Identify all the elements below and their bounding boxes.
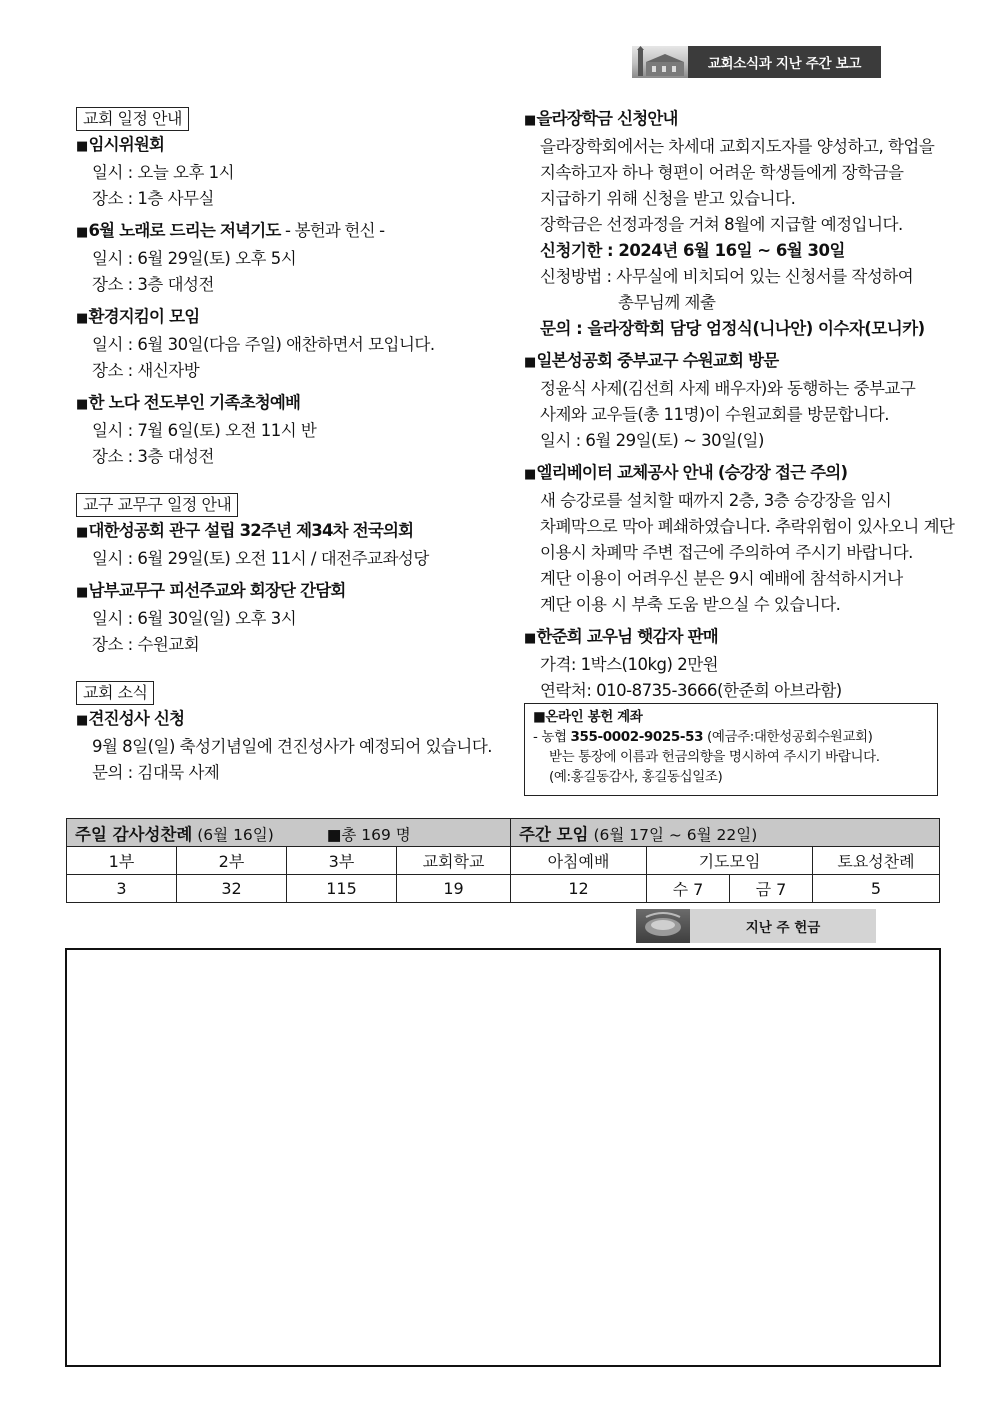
item-line: 차폐막으로 막아 폐쇄하였습니다. 추락위험이 있사오니 계단 [540,517,955,536]
item-line: 계단 이용이 어려우신 분은 9시 예배에 참석하시거나 [540,569,903,588]
sunday-title: 주일 감사성찬례 [75,824,193,844]
item-line: 장소 : 1층 사무실 [92,189,214,208]
offering-list-box [65,948,941,1367]
attendance-table [66,818,940,903]
item-line: 새 승강로를 설치할 때까지 2층, 3층 승강장을 임시 [540,491,892,510]
method-line: 총무님께 제출 [618,293,716,312]
table-header-cell: 교회학교 [397,847,511,875]
offering-image [636,909,690,943]
item-title: 대한성공회 관구 설립 32주년 제34차 전국의회 [88,521,414,540]
table-value-cell: 32 [177,875,287,903]
schedule-item: ■환경지킴이 모임 일시 : 6월 30일(다음 주일) 애찬하면서 모입니다. 장소 : 새신자방 [76,304,506,384]
offering-banner-title: 지난 주 헌금 [690,909,876,943]
table-value-cell: 115 [287,875,397,903]
news-heading: 교회 소식 [76,681,154,705]
item-line: 연락처: 010-8735-3666(한준희 아브라함) [540,681,842,700]
offering-note: 받는 통장에 이름과 헌금의향을 명시하여 주시기 바랍니다. [549,749,880,765]
item-title: 한준희 교우님 햇감자 판매 [536,627,718,646]
item-title: 엘리베이터 교체공사 안내 (승강장 접근 주의) [536,463,848,482]
item-line: 사제와 교우들(총 11명)이 수원교회를 방문합니다. [540,405,889,424]
total-count: ■총 169 명 [326,825,411,844]
potato-section: ■한준희 교우님 햇감자 판매 가격: 1박스(10kg) 2만원 연락처: 010-8735-3666(한준희 아브라함) [524,624,944,704]
table-value-cell: 19 [397,875,511,903]
item-line: 가격: 1박스(10kg) 2만원 [540,655,719,674]
method-line: 신청방법 : 사무실에 비치되어 있는 신청서를 작성하여 [540,267,914,286]
item-line: 일시 : 오늘 오후 1시 [92,163,235,182]
table-header-cell: 기도모임 [647,847,813,875]
news-item: ■견진성사 신청 9월 8일(일) 축성기념일에 견진성사가 예정되어 있습니다. 문의 : 김대묵 사제 [76,706,506,786]
schedule-item: ■6월 노래로 드리는 저녁기도 - 봉헌과 헌신 - 일시 : 6월 29일(토) 오후 5시 장소 : 3층 대성전 [76,218,506,298]
table-header-cell: 3부 [287,847,397,875]
week-date: (6월 17일 ~ 6월 22일) [588,825,758,844]
item-title: 임시위원회 [88,135,165,154]
item-line: 9월 8일(일) 축성기념일에 견진성사가 예정되어 있습니다. [92,737,492,756]
item-line: 지속하고자 하나 형편이 어려운 학생들에게 장학금을 [540,163,904,182]
account-number: 355-0002-9025-53 [570,729,704,745]
church-image [632,46,688,78]
item-line: 일시 : 7월 6일(토) 오전 11시 반 [92,421,317,440]
item-line: 정윤식 사제(김선희 사제 배우자)와 동행하는 중부교구 [540,379,916,398]
table-header-cell: 1부 [67,847,177,875]
item-title: 6월 노래로 드리는 저녁기도 [88,221,281,240]
item-title: 남부교무구 피선주교와 회장단 간담회 [88,581,346,600]
bank-name: - 농협 [533,729,571,745]
online-offering-box: ■온라인 봉헌 계좌 - 농협 355-0002-9025-53 (예금주:대한성공회수원교회) 받는 통장에 이름과 헌금의향을 명시하여 주시기 바랍니다. (예:홍길동감사, 홍길동십일조) [524,703,938,796]
item-subtitle: - 봉헌과 헌신 - [280,221,385,240]
item-line: 문의 : 김대묵 사제 [92,763,220,782]
left-column [76,106,506,786]
week-header [511,819,940,847]
item-title: 한 노다 전도부인 기족초청예배 [88,393,301,412]
schedule-heading: 교회 일정 안내 [76,107,189,131]
table-value-cell: 3 [67,875,177,903]
diocese-item: ■남부교무구 피선주교와 회장단 간담회 일시 : 6월 30일(일) 오후 3시 장소 : 수원교회 [76,578,506,658]
offering-title: 온라인 봉헌 계좌 [545,709,643,725]
table-value-cell: 수 7 [647,875,730,903]
item-line: 일시 : 6월 29일(토) 오후 5시 [92,249,297,268]
table-header-cell: 토요성찬례 [813,847,940,875]
item-line: 일시 : 6월 30일(일) 오후 3시 [92,609,297,628]
offering-banner [636,909,876,943]
table-value-cell: 5 [813,875,940,903]
item-line: 일시 : 6월 29일(토) ~ 30일(일) [540,431,764,450]
week-title: 주간 모임 [519,824,589,844]
table-header-cell: 아침예배 [511,847,647,875]
sunday-header [67,819,511,847]
item-title: 일본성공회 중부교구 수원교회 방문 [536,351,779,370]
table-header-cell: 2부 [177,847,287,875]
diocese-item: ■대한성공회 관구 설립 32주년 제34차 전국의회 일시 : 6월 29일(토) 오전 11시 / 대전주교좌성당 [76,518,506,572]
schedule-item: ■한 노다 전도부인 기족초청예배 일시 : 7월 6일(토) 오전 11시 반 장소 : 3층 대성전 [76,390,506,470]
item-line: 이용시 차폐막 주변 접근에 주의하여 주시기 바랍니다. [540,543,913,562]
table-value-cell: 금 7 [730,875,813,903]
item-line: 장소 : 3층 대성전 [92,275,214,294]
scholarship-section: ■을라장학금 신청안내 을라장학회에서는 차세대 교회지도자를 양성하고, 학업을 지속하고자 하나 형편이 어려운 학생들에게 장학금을 지급하기 위해 신청을 받고 있습니다. 장학금은 선정과정을 거쳐 8월에 지급할 예정입니다. 신청기한 : 2024년 6월 16일 ~ 6월 30일 신청방법 : 사무실에 비치되어 있는 신청서를 작성하여 총무님께 제출 문의 : 을라장학회 담당 엄정식(니나안) 이수자(모니카) [524,106,944,342]
deadline-line: 신청기한 : 2024년 6월 16일 ~ 6월 30일 [540,241,845,260]
visit-section: ■일본성공회 중부교구 수원교회 방문 정윤식 사제(김선희 사제 배우자)와 동행하는 중부교구 사제와 교우들(총 11명)이 수원교회를 방문합니다. 일시 : 6월 29일(토) ~ 30일(일) [524,348,944,454]
diocese-heading: 교구 교무구 일정 안내 [76,493,238,517]
item-line: 장소 : 3층 대성전 [92,447,214,466]
item-title: 견진성사 신청 [88,709,185,728]
banner-title: 교회소식과 지난 주간 보고 [688,46,881,78]
item-line: 계단 이용 시 부축 도움 받으실 수 있습니다. [540,595,841,614]
account-holder: (예금주:대한성공회수원교회) [703,729,873,745]
item-line: 일시 : 6월 30일(다음 주일) 애찬하면서 모입니다. [92,335,435,354]
item-line: 장소 : 수원교회 [92,635,200,654]
schedule-item: ■임시위원회 일시 : 오늘 오후 1시 장소 : 1층 사무실 [76,132,506,212]
item-line: 지급하기 위해 신청을 받고 있습니다. [540,189,796,208]
section-banner [632,46,881,78]
sunday-date: (6월 16일) [192,825,274,844]
item-line: 을라장학회에서는 차세대 교회지도자를 양성하고, 학업을 [540,137,935,156]
contact-line: 문의 : 을라장학회 담당 엄정식(니나안) 이수자(모니카) [540,319,925,338]
offering-example: (예:홍길동감사, 홍길동십일조) [549,769,723,785]
item-title: 환경지킴이 모임 [88,307,200,326]
right-column [524,106,955,704]
item-line: 장학금은 선정과정을 거쳐 8월에 지급할 예정입니다. [540,215,903,234]
table-value-cell: 12 [511,875,647,903]
item-line: 일시 : 6월 29일(토) 오전 11시 / 대전주교좌성당 [92,549,429,568]
item-title: 을라장학금 신청안내 [536,109,678,128]
item-line: 장소 : 새신자방 [92,361,200,380]
elevator-section: ■엘리베이터 교체공사 안내 (승강장 접근 주의) 새 승강로를 설치할 때까지 2층, 3층 승강장을 임시 차폐막으로 막아 폐쇄하였습니다. 추락위험이 있사오니 계단 이용시 차폐막 주변 접근에 주의하여 주시기 바랍니다. 계단 이용이 어려우신 분은 9시 예배에 참석하시거나 계단 이용 시 부축 도움 받으실 수 있습니다. [524,460,944,618]
